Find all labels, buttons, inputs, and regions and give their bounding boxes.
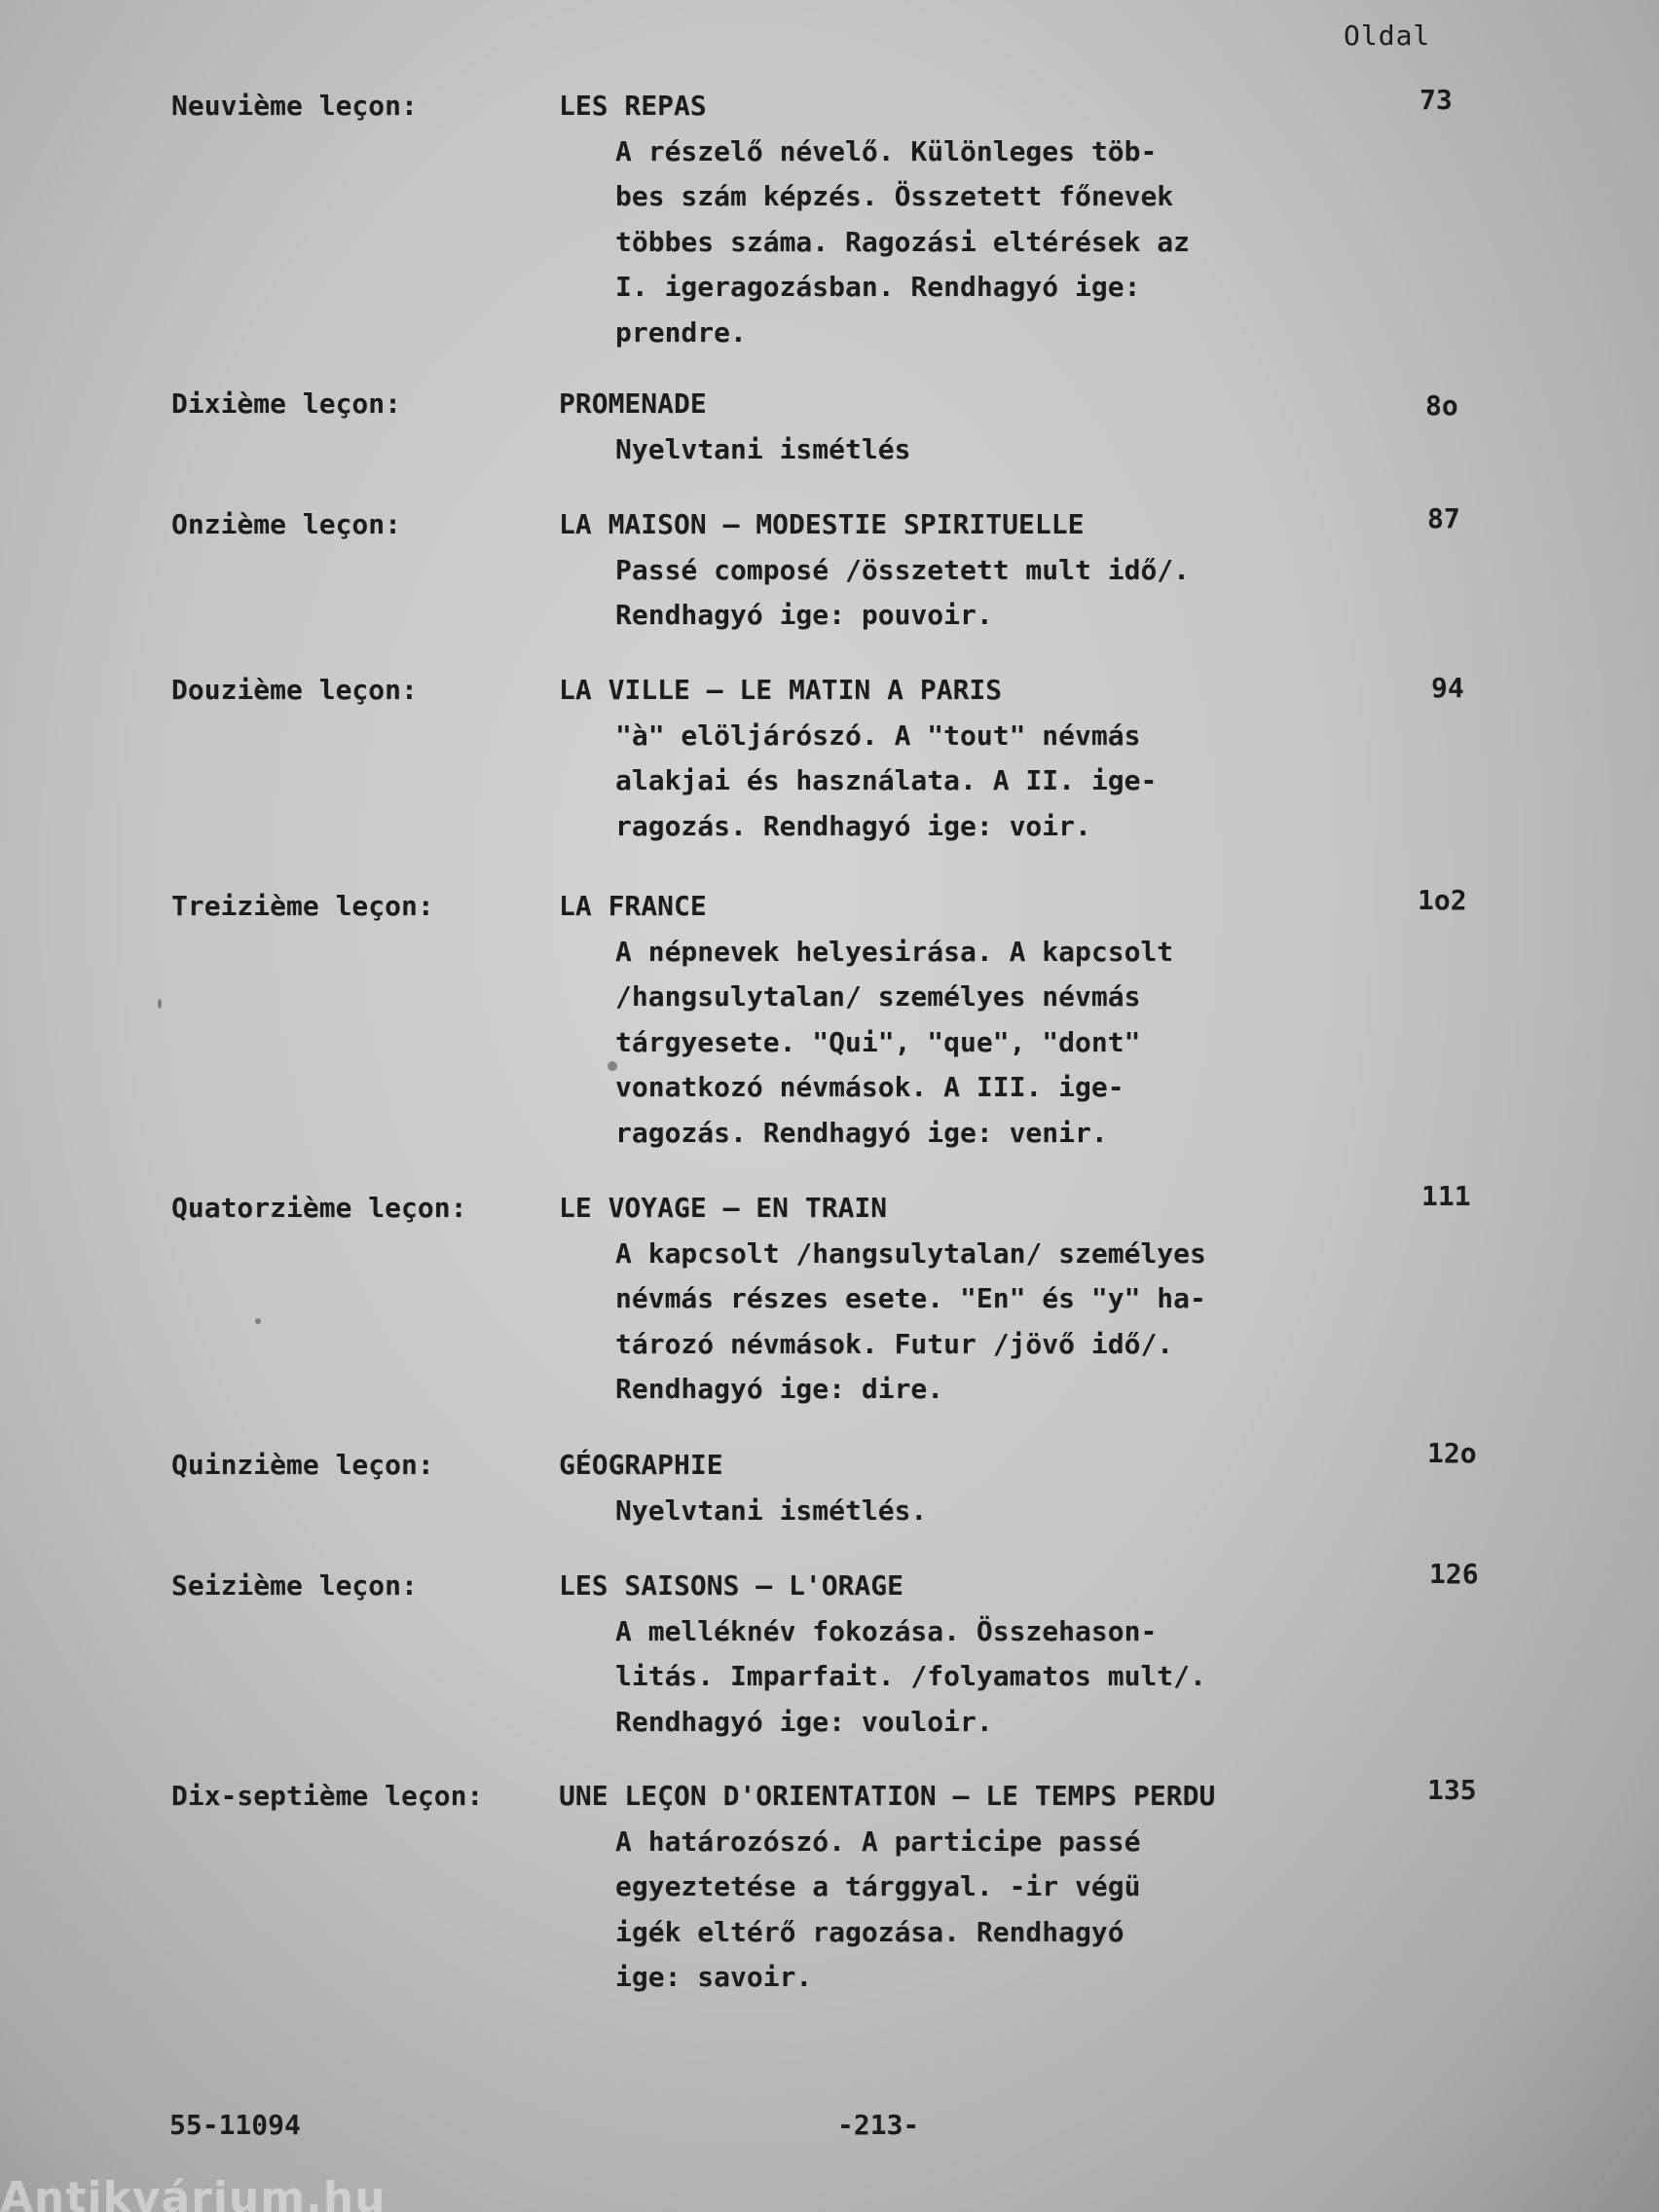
lesson-description: A határozószó. A participe passé egyeztetése a tárggyal. -ir végü igék eltérő ragozása. Rendhagyó ige: savoir.: [615, 1825, 1141, 1993]
lesson-description: "à" elöljárószó. A "tout" névmás alakjai és használata. A II. ige- ragozás. Rendhagyó ige: voir.: [615, 719, 1158, 842]
lesson-page-number: 12o: [1427, 1437, 1477, 1469]
lesson-title: PROMENADE: [559, 387, 707, 420]
ink-speck: [608, 1061, 617, 1071]
lesson-title: GÉOGRAPHIE: [559, 1449, 723, 1481]
lesson-page-number: 87: [1427, 502, 1460, 535]
lesson-description: A melléknév fokozása. Összehason- litás. Imparfait. /folyamatos mult/. Rendhagyó ige: vouloir.: [615, 1614, 1206, 1738]
lesson-title: LA MAISON – MODESTIE SPIRITUELLE: [559, 508, 1085, 540]
lesson-label: Douzième leçon:: [171, 674, 418, 706]
lesson-page-number: 1o2: [1418, 884, 1467, 916]
lesson-label: Quinzième leçon:: [171, 1449, 434, 1481]
lesson-description: Nyelvtani ismétlés: [615, 432, 911, 465]
lesson-title: LA FRANCE: [559, 890, 707, 922]
watermark: Antikvárium.hu: [0, 2173, 387, 2212]
lesson-description: Nyelvtani ismétlés.: [615, 1493, 928, 1527]
lesson-title: LE VOYAGE – EN TRAIN: [559, 1192, 888, 1224]
lesson-label: Neuvième leçon:: [171, 90, 418, 122]
lesson-label: Onzième leçon:: [171, 508, 402, 540]
lesson-label: Seizième leçon:: [171, 1569, 418, 1602]
page-column-header: Oldal: [1344, 19, 1431, 52]
lesson-label: Dix-septième leçon:: [171, 1780, 484, 1812]
lesson-title: LA VILLE – LE MATIN A PARIS: [559, 674, 1003, 706]
lesson-page-number: 73: [1419, 84, 1453, 116]
lesson-title: UNE LEÇON D'ORIENTATION – LE TEMPS PERDU: [559, 1780, 1216, 1812]
lesson-description: A részelő névelő. Különleges töb- bes szám képzés. Összetett főnevek többes száma. Ragozási eltérések az I. igeragozásban. Rendhagyó ige: prendre.: [615, 134, 1191, 349]
lesson-label: Dixième leçon:: [171, 387, 402, 420]
lesson-description: A népnevek helyesirása. A kapcsolt /hangsulytalan/ személyes névmás tárgyesete. "Qui", "que", "dont" vonatkozó névmások. A III. ige- ragozás. Rendhagyó ige: venir.: [615, 935, 1174, 1149]
ink-speck: [255, 1318, 261, 1324]
page-number: -213-: [837, 2109, 920, 2141]
lesson-title: LES SAISONS – L'ORAGE: [559, 1569, 904, 1602]
lesson-description: A kapcsolt /hangsulytalan/ személyes névmás részes esete. "En" és "y" ha- tározó névmások. Futur /jövő idő/. Rendhagyó ige: dire.: [615, 1236, 1206, 1405]
ink-speck: [158, 999, 162, 1009]
lesson-description: Passé composé /összetett mult idő/. Rendhagyó ige: pouvoir.: [615, 553, 1191, 631]
lesson-page-number: 135: [1427, 1774, 1477, 1806]
lesson-page-number: 111: [1421, 1180, 1471, 1212]
lesson-label: Quatorzième leçon:: [171, 1192, 467, 1224]
lesson-page-number: 94: [1431, 672, 1464, 704]
document-code: 55-11094: [169, 2109, 301, 2141]
lesson-page-number: 126: [1429, 1558, 1479, 1590]
lesson-label: Treizième leçon:: [171, 890, 434, 922]
lesson-page-number: 8o: [1425, 389, 1458, 422]
lesson-title: LES REPAS: [559, 90, 707, 122]
